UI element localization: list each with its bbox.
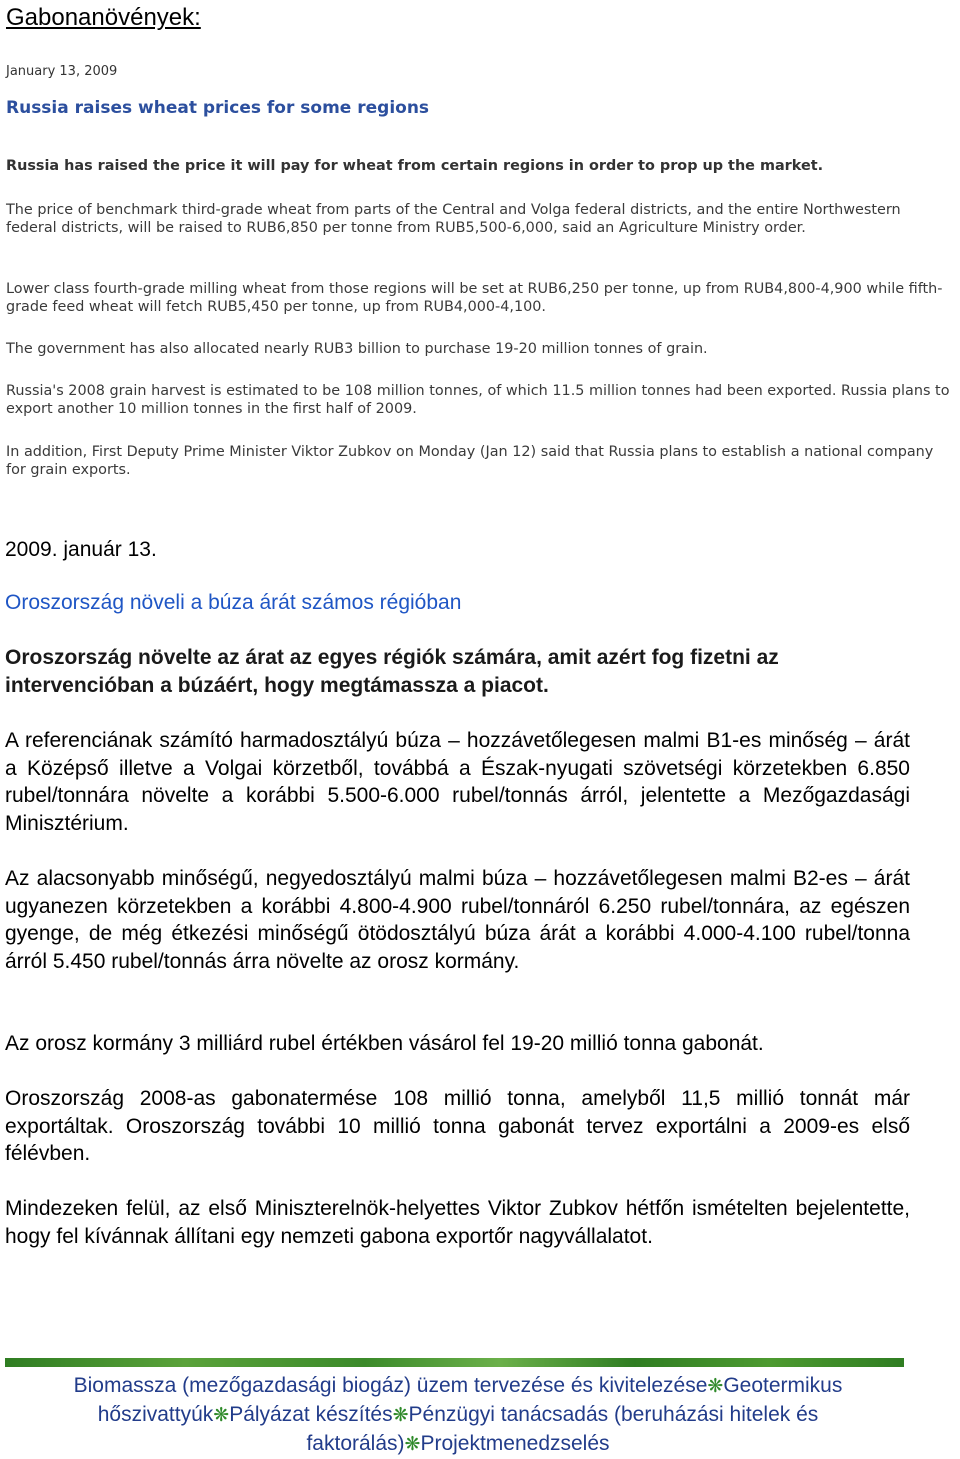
hungarian-paragraph: Az orosz kormány 3 milliárd rubel értékben vásárol fel 19-20 millió tonna gabonát.	[5, 1032, 764, 1055]
hungarian-paragraph: A referenciának számító harmadosztályú búza – hozzávetőlegesen malmi B1-es minőség – árát a Középső illetve a Volgai körzetből, továbbá a Észak-nyugati szövetségi körzetekben 6.850 rubel/tonnára növelte a korábbi 5.500-6.000 rubel/tonnás árról, jelentette a Mezőgazdasági Minisztérium.	[5, 729, 910, 835]
flower-separator-icon: ❋	[404, 1434, 421, 1455]
hungarian-article-date: 2009. január 13.	[5, 538, 157, 561]
english-paragraph: The government has also allocated nearly RUB3 billion to purchase 19-20 million tonnes of grain.	[6, 341, 708, 357]
flower-separator-icon: ❋	[707, 1376, 724, 1397]
footer-item-heatpumps: Geotermikus hőszivattyúk	[97, 1374, 843, 1426]
english-article-date: January 13, 2009	[6, 64, 118, 79]
english-article-lead: Russia has raised the price it will pay for wheat from certain regions in order to prop up the market.	[6, 158, 824, 174]
english-paragraph: Russia's 2008 grain harvest is estimated to be 108 million tonnes, of which 11.5 million tonnes had been exported. Russia plans to export another 10 million tonnes in the first half of 2009.	[6, 383, 950, 417]
hungarian-paragraph: Oroszország 2008-as gabonatermése 108 millió tonna, amelyből 11,5 millió tonnát már exportáltak. Oroszország további 10 millió tonna gabonát tervez exportálni a 2009-es első félévben.	[5, 1087, 910, 1166]
footer-item-grant-writing: Pályázat készítés	[229, 1403, 393, 1426]
hungarian-paragraph: Az alacsonyabb minőségű, negyedosztályú malmi búza – hozzávetőlegesen malmi B2-es – árát ugyanezen körzetekben a korábbi 4.800-4.900 rubel/tonnáról 6.250 rubel/tonnára, az egészen gyenge, de még étkezési minőségű ötödosztályú búza árát a korábbi 4.000-4.100 rubel/tonna árról 5.450 rubel/tonnás árra növelte az orosz kormány.	[5, 867, 910, 973]
hungarian-article-title: Oroszország növeli a búza árát számos régióban	[5, 591, 462, 614]
flower-separator-icon: ❋	[213, 1405, 230, 1426]
english-article-title: Russia raises wheat prices for some regions	[6, 98, 430, 118]
flower-separator-icon: ❋	[392, 1405, 409, 1426]
footer-divider-bar	[5, 1358, 904, 1367]
footer-item-financial-advice: Pénzügyi tanácsadás (beruházási hitelek és faktorálás)	[306, 1403, 819, 1455]
page-heading: Gabonanövények:	[6, 4, 201, 31]
footer-item-biomass: Biomassza (mezőgazdasági biogáz) üzem tervezése és kivitelezése	[73, 1374, 708, 1397]
english-paragraph: Lower class fourth-grade milling wheat from those regions will be set at RUB6,250 per tonne, up from RUB4,800-4,900 while fifth-grade feed wheat will fetch RUB5,450 per tonne, up from RUB4,000-4,100.	[6, 281, 943, 315]
english-paragraph: The price of benchmark third-grade wheat from parts of the Central and Volga federal districts, and the entire Northwestern federal districts, will be raised to RUB6,850 per tonne from RUB5,500-6,000, said an Agriculture Ministry order.	[6, 202, 901, 236]
hungarian-paragraph: Mindezeken felül, az első Miniszterelnök-helyettes Viktor Zubkov hétfőn ismételten bejelentette, hogy fel kívánnak állítani egy nemzeti gabona exportőr nagyvállalatot.	[5, 1197, 910, 1248]
footer-services	[0, 1372, 916, 1459]
footer-item-project-management: Projektmenedzselés	[420, 1432, 610, 1455]
hungarian-article-lead: Oroszország növelte az árat az egyes régiók számára, amit azért fog fizetni az intervencióban a búzáért, hogy megtámassza a piacot.	[5, 646, 779, 697]
english-paragraph: In addition, First Deputy Prime Minister Viktor Zubkov on Monday (Jan 12) said that Russia plans to establish a national company for grain exports.	[6, 444, 934, 478]
